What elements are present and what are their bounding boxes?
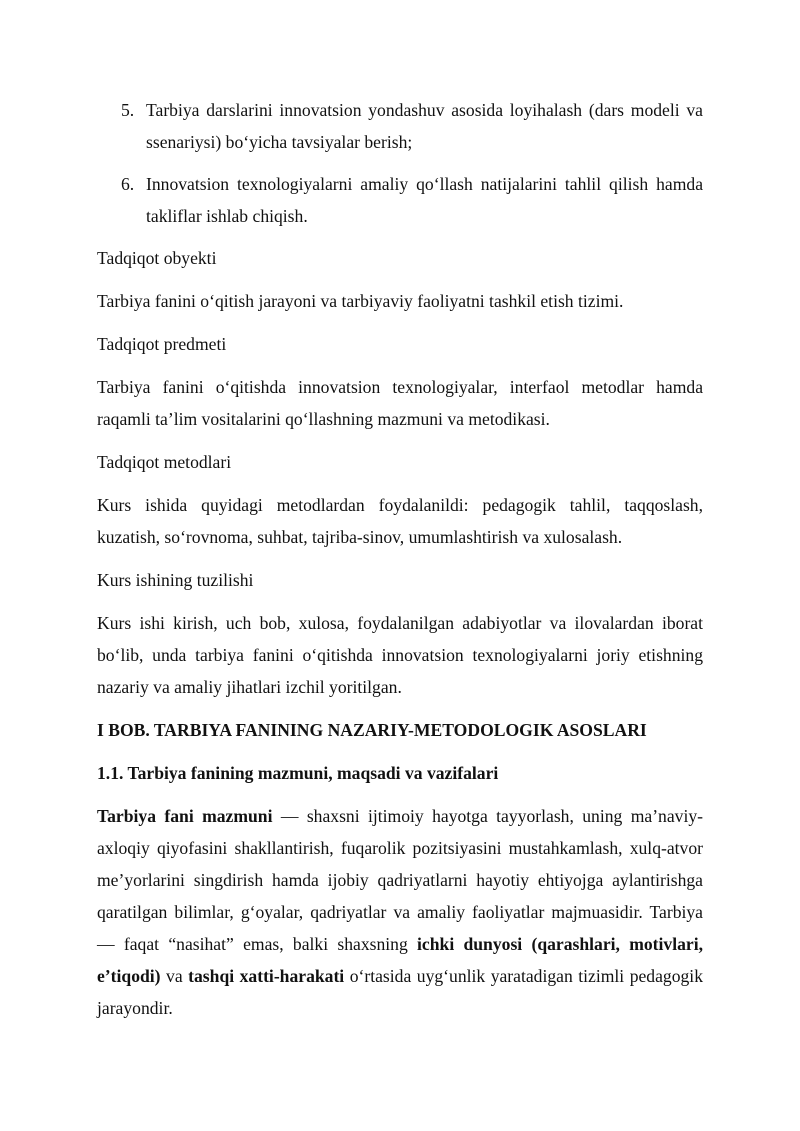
section-title: 1.1. Tarbiya fanining mazmuni, maqsadi va vazifalari	[97, 763, 499, 783]
metodlar-label: Tadqiqot metodlari	[97, 452, 232, 472]
obyekt-label: Tadqiqot obyekti	[97, 248, 217, 268]
chapter-title: I BOB. TARBIYA FANINING NAZARIY-METODOLOGIK ASOSLARI	[97, 720, 647, 740]
list-item-number: 6.	[121, 174, 135, 194]
task-list	[97, 94, 703, 232]
tuzilish-label: Kurs ishining tuzilishi	[97, 570, 254, 590]
tuzilish-text: Kurs ishi kirish, uch bob, xulosa, foydalanilgan adabiyotlar va ilovalardan iborat bo‘lib, unda tarbiya fanini o‘qitishda innovatsion texnologiyalarni joriy etishning nazariy va amaliy jihatlari izchil yoritilgan.	[97, 613, 703, 697]
list-item	[97, 94, 703, 158]
definition-text-part1: — shaxsni ijtimoiy hayotga tayyorlash, uning ma’naviy-axloqiy qiyofasini shakllantirish, fuqarolik pozitsiyasini mustahkamlash, xulq-atvor me’yorlarini singdirish hamda ijobiy qadriyatlarni hayotiy ehtiyojga aylantirishga qaratilgan bilimlar, g‘oyalar, qadriyatlar va amaliy faoliyatlar majmuasidir. Tarbiya — faqat “nasihat” emas, balki shaxsning	[97, 806, 703, 954]
list-item	[97, 168, 703, 232]
list-item-number: 5.	[121, 100, 135, 120]
definition-paragraph	[97, 800, 703, 1024]
definition-bold-external-behavior: tashqi xatti-harakati	[188, 966, 345, 986]
list-item-text: Innovatsion texnologiyalarni amaliy qo‘llash natijalarini tahlil qilish hamda takliflar ishlab chiqish.	[146, 174, 703, 226]
definition-text-part3: o‘rtasida uyg‘unlik yaratadigan tizimli pedagogik jarayondir.	[97, 966, 703, 1018]
definition-text-part2: va	[160, 966, 189, 986]
definition-bold-inner-world: ichki dunyosi (qarashlari, motivlari, e’tiqodi)	[97, 934, 703, 986]
obyekt-text: Tarbiya fanini oʻqitish jarayoni va tarbiyaviy faoliyatni tashkil etish tizimi.	[97, 291, 624, 311]
metodlar-text: Kurs ishida quyidagi metodlardan foydalanildi: pedagogik tahlil, taqqoslash, kuzatish, so‘rovnoma, suhbat, tajriba-sinov, umumlashtirish va xulosalash.	[97, 495, 703, 547]
predmet-text: Tarbiya fanini o‘qitishda innovatsion texnologiyalar, interfaol metodlar hamda raqamli ta’lim vositalarini qo‘llashning mazmuni va metodikasi.	[97, 377, 703, 429]
list-item-text: Tarbiya darslarini innovatsion yondashuv asosida loyihalash (dars modeli va ssenariysi) bo‘yicha tavsiyalar berish;	[146, 100, 703, 152]
definition-term: Tarbiya fani mazmuni	[97, 806, 273, 826]
predmet-label: Tadqiqot predmeti	[97, 334, 227, 354]
